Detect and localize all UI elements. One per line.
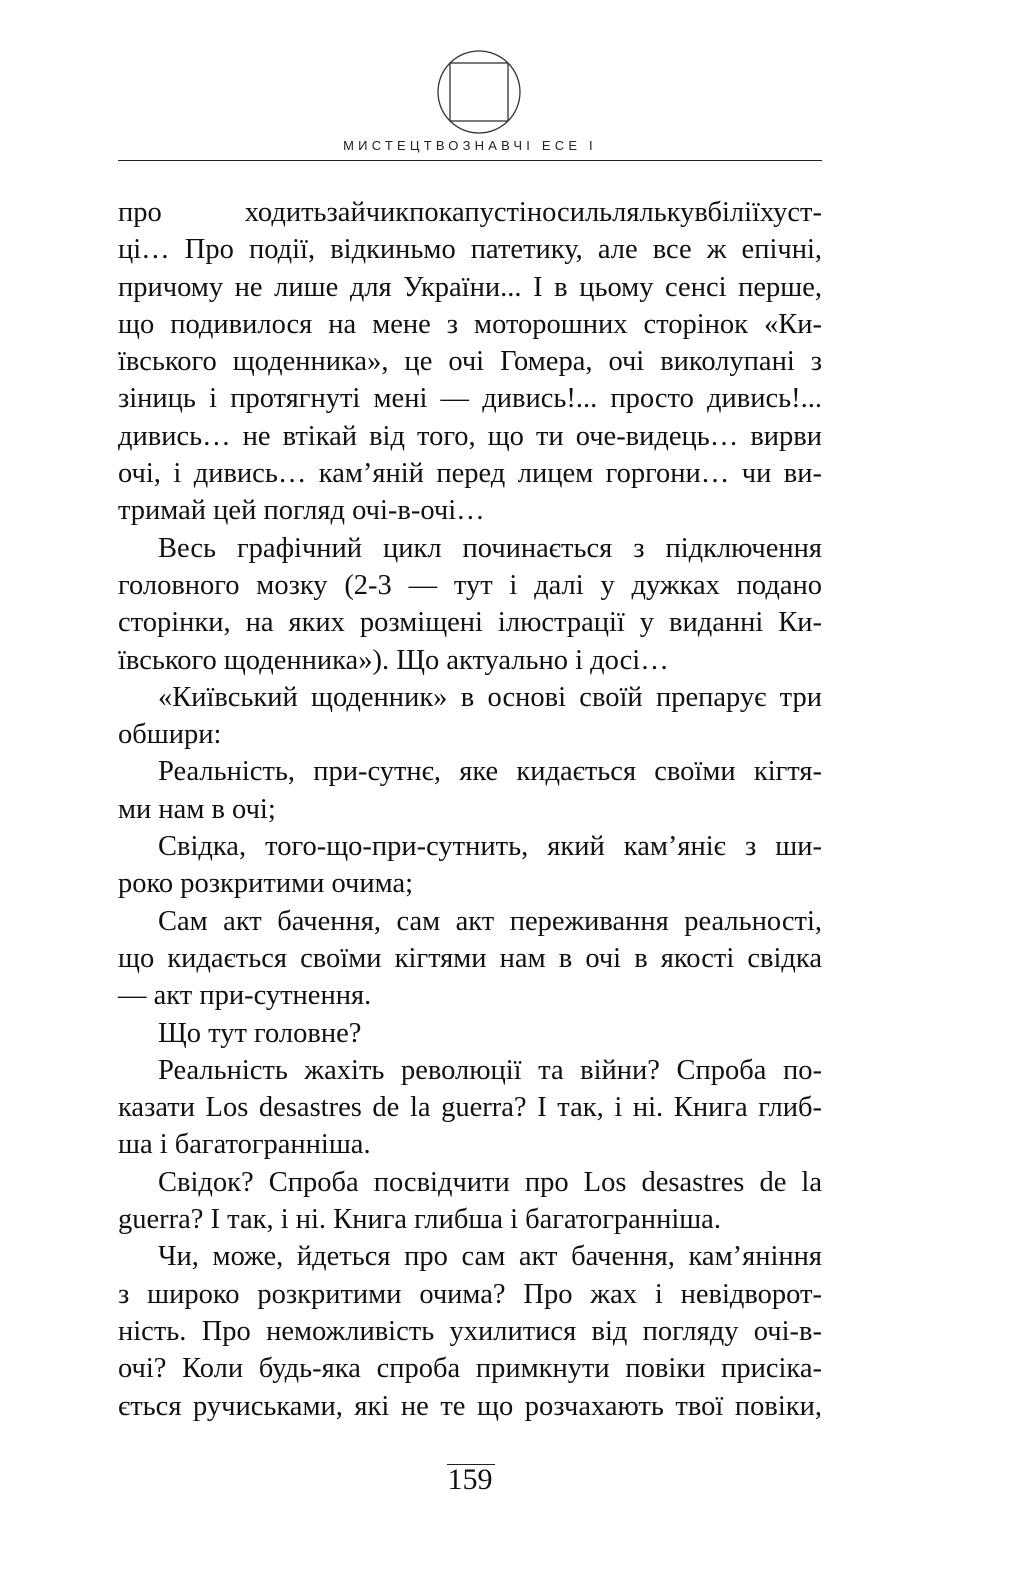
text-line: Що тут головне?	[158, 1017, 362, 1049]
text-line: Реальність жахіть революції та війни? Спроба по-	[158, 1054, 822, 1086]
text-line: з широко розкритими очима? Про жах і невідворот-	[118, 1278, 822, 1310]
text-line: сторінки, на яких розміщені ілюстрації у виданні Ки-	[118, 607, 822, 639]
text-line: очі, і дивись… кам’яній перед лицем горгони… чи ви-	[118, 458, 822, 490]
text-line: «Київський щоденник» в основі своїй препарує три	[158, 681, 822, 713]
paragraph	[118, 530, 822, 679]
text-line: роко розкритими очима;	[118, 868, 414, 900]
text-line: що подивилося на мене з моторошних сторінок «Ки-	[118, 308, 822, 340]
paragraph	[118, 679, 822, 754]
text-line: Чи, може, йдеться про сам акт бачення, кам’яніння	[158, 1241, 822, 1273]
text-line: ність. Про неможливість ухилитися від погляду очі-в-	[118, 1315, 822, 1347]
text-line: ївського щоденника», це очі Гомера, очі виколупані з	[118, 346, 822, 378]
text-line: guerra? І так, і ні. Книга глибша і багатогранніша.	[118, 1204, 721, 1236]
text-line: головного мозку (2-3 — тут і далі у дужках подано	[118, 569, 822, 601]
text-line: Свідок? Спроба посвідчити про Los desastres de la	[158, 1166, 822, 1198]
paragraph	[118, 1015, 822, 1052]
text-line: — акт при-сутнення.	[118, 980, 372, 1012]
text-line: обшири:	[118, 719, 222, 751]
text-line: причому не лише для України... І в цьому сенсі перше,	[118, 271, 822, 303]
paragraph	[118, 194, 822, 530]
text-line: очі? Коли будь-яка спроба примкнути повіки присіка-	[118, 1353, 822, 1385]
body-text	[118, 194, 822, 1425]
text-line: ша і багатогранніша.	[118, 1129, 371, 1161]
text-line: зіниць і протягнуті мені — дивись!... просто дивись!...	[118, 383, 822, 415]
paragraph	[118, 1164, 822, 1239]
text-line: ївського щоденника»). Що актуально і досі…	[118, 644, 669, 676]
text-line: про ходитьзайчикпокапустіносильлялькувбіліїхуст-	[118, 197, 822, 228]
text-line: Свідка, того-що-при-сутнить, який кам’яніє з ши-	[158, 831, 822, 863]
header-rule	[118, 160, 822, 161]
paragraph	[118, 903, 822, 1015]
circle-square-emblem-icon	[435, 48, 523, 136]
paragraph	[118, 1238, 822, 1424]
text-line: що кидається своїми кігтями нам в очі в якості свідка	[118, 942, 822, 974]
text-line: Весь графічний цикл починається з підключення	[158, 532, 822, 564]
text-line: ється ручиськами, які не те що розчахають твої повіки,	[118, 1390, 822, 1422]
page-number: 159	[447, 1463, 493, 1496]
text-line: казати Los desastres de la guerra? І так, і ні. Книга глиб-	[118, 1092, 822, 1124]
paragraph	[118, 828, 822, 903]
text-line: тримай цей погляд очі-в-очі…	[118, 495, 485, 527]
text-line: ці… Про події, відкиньмо патетику, але все ж епічні,	[118, 234, 822, 266]
text-line: Реальність, при-сутнє, яке кидається своїми кігтя-	[158, 756, 822, 788]
text-line: ми нам в очі;	[118, 793, 276, 825]
running-header: МИСТЕЦТВОЗНАВЧІ ЕСЕ І	[343, 138, 597, 153]
paragraph	[118, 753, 822, 828]
text-line: дивись… не втікай від того, що ти оче-видець… вирви	[118, 420, 822, 452]
text-line: Сам акт бачення, сам акт переживання реальності,	[158, 905, 822, 937]
paragraph	[118, 1052, 822, 1164]
